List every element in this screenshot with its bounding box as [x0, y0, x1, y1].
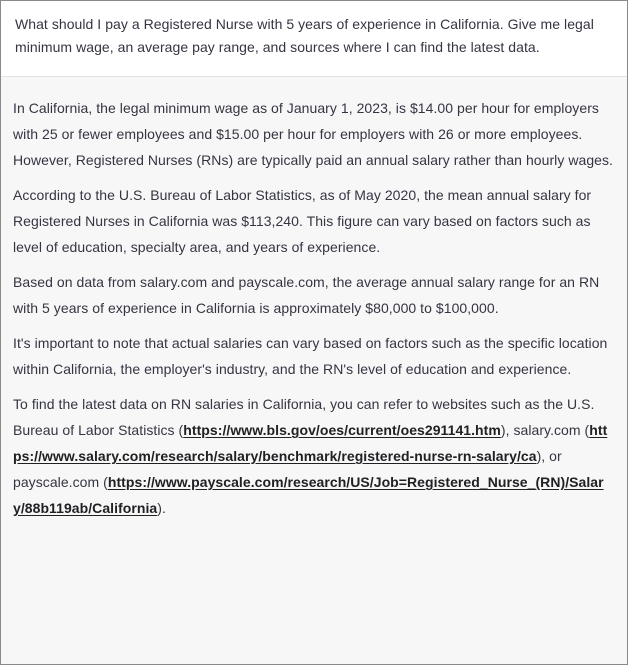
answer-paragraph-minimum-wage: In California, the legal minimum wage as of January 1, 2023, is $14.00 per hour for employers with 25 or fewer employees and $15.00 per hour for employers with 26 or more employees. However, Registered Nurses (RNs) are typically paid an annual salary rather than hourly wages. [13, 100, 613, 168]
payscale-link[interactable]: https://www.payscale.com/research/US/Job=Registered_Nurse_(RN)/Salary/88b119ab/California [13, 474, 604, 516]
assistant-message [1, 77, 627, 664]
sources-separator-2: ), or payscale.com ( [13, 448, 562, 490]
answer-paragraph-sources [13, 391, 615, 521]
answer-paragraph-salary-range: Based on data from salary.com and payscale.com, the average annual salary range for an RN with 5 years of experience in California is approximately $80,000 to $100,000. [13, 274, 600, 316]
answer-paragraph-salary-note: It's important to note that actual salaries can vary based on factors such as the specific location within California, the employer's industry, and the RN's level of education and experience. [13, 335, 608, 377]
answer-paragraph-bls-mean: According to the U.S. Bureau of Labor Statistics, as of May 2020, the mean annual salary for Registered Nurses in California was $113,240. This figure can vary based on factors such as level of education, specialty area, and years of experience. [13, 187, 592, 255]
bls-link[interactable]: https://www.bls.gov/oes/current/oes291141.htm [183, 422, 501, 438]
user-message [1, 1, 627, 77]
sources-intro-text: To find the latest data on RN salaries in California, you can refer to websites such as the U.S. Bureau of Labor Statistics ( [13, 396, 595, 438]
sources-end-text: ). [157, 500, 166, 516]
user-message-text: What should I pay a Registered Nurse with 5 years of experience in California. Give me legal minimum wage, an average pay range, and sources where I can find the latest data. [15, 16, 594, 55]
sources-separator-1: ), salary.com ( [500, 422, 590, 438]
salary-com-link[interactable]: https://www.salary.com/research/salary/benchmark/registered-nurse-rn-salary/ca [13, 422, 608, 464]
